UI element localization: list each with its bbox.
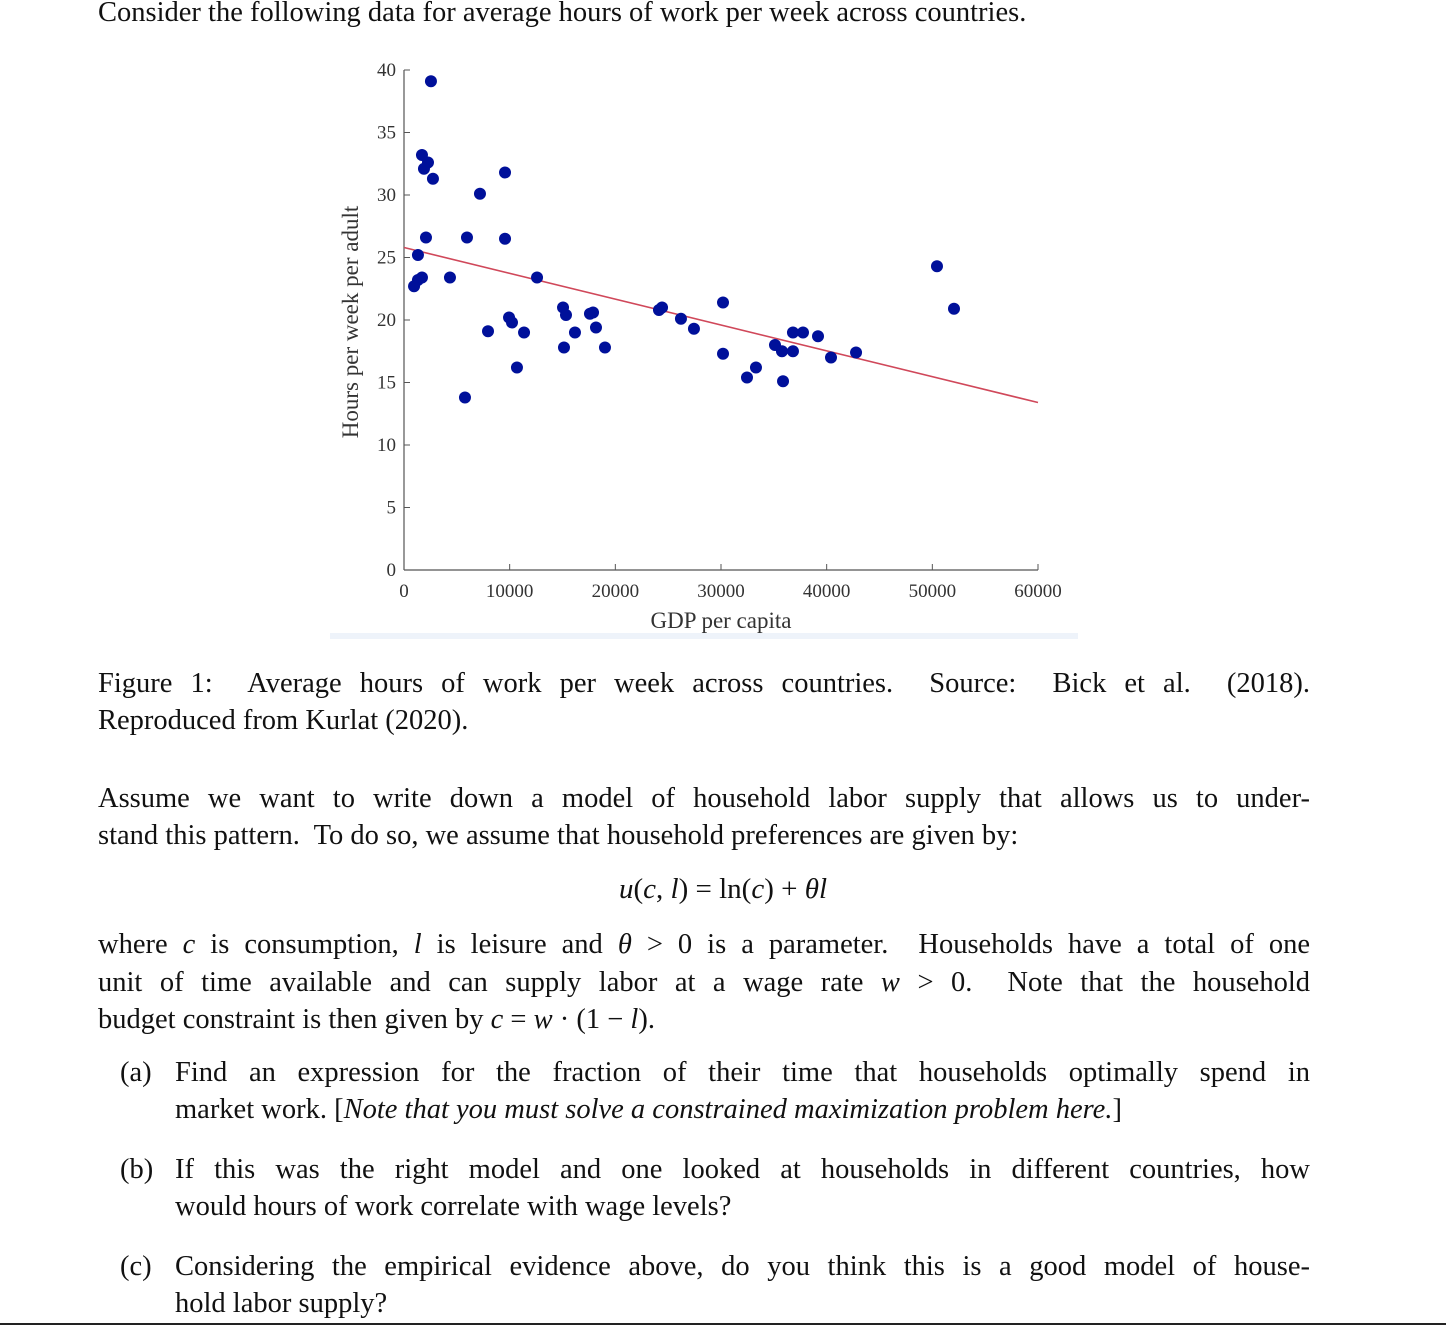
paragraph-line (98, 819, 1018, 853)
data-point (499, 233, 511, 245)
data-point (418, 163, 430, 175)
text-segment: unit of time available and can supply labor at a wage rate (98, 967, 881, 998)
x-tick-label: 10000 (485, 581, 534, 602)
data-point (482, 325, 494, 337)
text-segment: Find an expression for the fraction of their time that households optimally spend in (175, 1057, 1310, 1088)
x-tick-label: 50000 (908, 581, 957, 602)
x-tick-label: 0 (399, 581, 409, 602)
page-bottom-rule (0, 1323, 1446, 1325)
text-segment: Reproduced from Kurlat (2020). (98, 705, 469, 736)
text-segment: stand this pattern. To do so, we assume that household preferences are given by: (98, 820, 1019, 851)
y-tick-label: 20 (377, 310, 396, 331)
question-line (175, 1287, 387, 1321)
math-symbol: c (490, 1004, 504, 1035)
data-point (461, 232, 473, 244)
data-point (412, 249, 424, 261)
data-point (850, 347, 862, 359)
text-segment: > 0 is a parameter. Households have a total of one (631, 929, 1310, 960)
data-point (599, 342, 611, 354)
data-point (776, 345, 788, 357)
data-point (931, 260, 943, 272)
equation-part: l (670, 873, 679, 905)
figure-caption-line (98, 704, 468, 738)
paragraph-line (98, 928, 1310, 962)
y-tick-label: 30 (377, 185, 396, 206)
utility-equation (0, 872, 1446, 906)
data-point (688, 323, 700, 335)
text-segment: If this was the right model and one looked at households in different countries, how (175, 1154, 1310, 1185)
text-segment: Consider the following data for average hours of work per week across countries. (98, 0, 1027, 28)
text-segment: Considering the empirical evidence above, do you think this is a good model of house- (175, 1251, 1310, 1282)
data-point (717, 348, 729, 360)
data-point (459, 392, 471, 404)
y-tick-label: 10 (377, 435, 396, 456)
equation-part: , (656, 873, 671, 905)
text-segment: > 0. Note that the household (899, 967, 1310, 998)
equation-part: ) + (764, 873, 805, 905)
math-symbol: w (880, 967, 900, 998)
question-line (175, 1153, 1310, 1187)
text-segment: is leisure and (421, 929, 618, 960)
question-line (175, 1190, 731, 1224)
math-symbol: Note that you must solve a constrained maximization problem here. (343, 1094, 1113, 1125)
data-point (587, 307, 599, 319)
question-line (175, 1250, 1310, 1284)
math-symbol: θ (617, 929, 632, 960)
data-point (741, 372, 753, 384)
y-axis-label: Hours per week per adult (338, 205, 363, 439)
data-point (425, 75, 437, 87)
question-marker: (b) (120, 1154, 154, 1185)
x-tick-label: 40000 (802, 581, 851, 602)
figure-caption-line (98, 667, 1310, 701)
text-segment: ] (1112, 1094, 1122, 1125)
data-point (560, 309, 572, 321)
text-segment: Assume we want to write down a model of household labor supply that allows us to under- (98, 783, 1310, 814)
data-point (558, 342, 570, 354)
math-symbol: l (413, 929, 422, 960)
text-segment: · (1 − (552, 1004, 631, 1035)
paragraph-line (98, 1003, 655, 1037)
data-point (531, 272, 543, 284)
y-tick-label: 40 (377, 60, 396, 81)
trend-line (404, 248, 1038, 403)
data-point (427, 173, 439, 185)
figure-base-strip (330, 633, 1078, 639)
data-point (416, 272, 428, 284)
question-line (175, 1093, 1122, 1127)
x-axis-label: GDP per capita (650, 608, 792, 633)
y-tick-label: 15 (377, 372, 396, 394)
text-segment: = (503, 1004, 534, 1035)
data-point (518, 327, 530, 339)
text-segment: would hours of work correlate with wage levels? (175, 1191, 732, 1222)
equation-part: u (618, 873, 634, 905)
y-tick-label: 5 (386, 497, 396, 519)
data-point (948, 303, 960, 315)
data-point (569, 327, 581, 339)
x-tick-label: 30000 (697, 581, 745, 602)
data-point (420, 232, 432, 244)
text-segment: hold labor supply? (175, 1288, 388, 1319)
question-marker: (a) (120, 1057, 152, 1088)
scatter-chart (0, 0, 1446, 640)
data-point (474, 188, 486, 200)
paragraph-line (98, 782, 1310, 816)
question-line (175, 1056, 1310, 1090)
text-segment: where (98, 929, 183, 960)
data-point (656, 302, 668, 314)
data-point (750, 362, 762, 374)
math-symbol: w (533, 1004, 553, 1035)
math-symbol: c (182, 929, 196, 960)
data-point (675, 313, 687, 325)
math-symbol: l (630, 1004, 639, 1035)
x-tick-label: 20000 (591, 581, 640, 602)
y-tick-label: 0 (386, 560, 396, 581)
equation-part: ) = ln( (678, 873, 752, 905)
paragraph-line (98, 966, 1310, 1000)
data-point (777, 375, 789, 387)
equation-part: c (643, 873, 657, 905)
equation-part: ( (633, 873, 644, 905)
data-point (444, 272, 456, 284)
text-segment: is consumption, (195, 929, 414, 960)
data-point (499, 167, 511, 179)
data-point (511, 362, 523, 374)
equation-part: c (751, 873, 765, 905)
text-segment: Figure 1: Average hours of work per week across countries. Source: Bick et al. (2018). (98, 668, 1310, 699)
data-point (590, 322, 602, 334)
data-point (506, 317, 518, 329)
y-tick-label: 25 (377, 247, 396, 269)
data-point (797, 327, 809, 339)
equation-part: θl (804, 873, 828, 905)
text-segment: market work. [ (175, 1094, 344, 1125)
x-tick-label: 60000 (1014, 581, 1062, 602)
data-point (717, 297, 729, 309)
data-point (812, 330, 824, 342)
data-point (825, 352, 837, 364)
data-point (787, 345, 799, 357)
question-marker: (c) (120, 1251, 152, 1282)
text-segment: ). (638, 1004, 655, 1035)
text-segment: budget constraint is then given by (98, 1004, 491, 1035)
y-tick-label: 35 (377, 122, 396, 144)
